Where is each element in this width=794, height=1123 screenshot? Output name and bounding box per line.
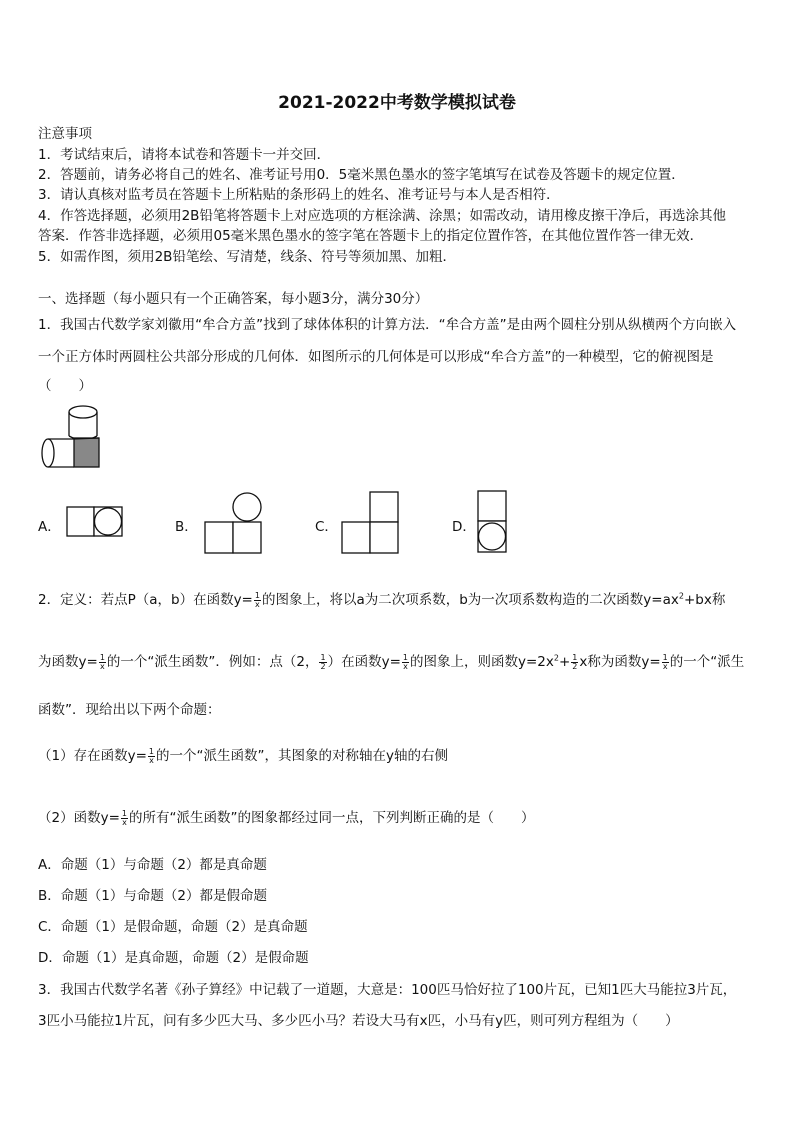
q2-line2: 为函数y= $\frac{1}{x}$ 的一个“派生函数”．例如：点（2， $\frac{1}{2}$ ）在函数y= $\frac{1}{x}$ 的图象上，则函数$y=2x^2+$ $\frac{1}{2}$ x称为函数y= $\frac{1}{x}$ 的一个“派生	[38, 652, 745, 671]
section-heading: 一、选择题（每小题只有一个正确答案，每小题3分，满分30分）	[38, 291, 429, 307]
q2-line3: 函数”．现给出以下两个命题：	[38, 702, 221, 718]
q2-choice-d[interactable]: D．命题（1）是真命题，命题（2）是假命题	[38, 950, 309, 966]
q2-choice-b[interactable]: B．命题（1）与命题（2）都是假命题	[38, 888, 267, 904]
q3-line: 3．我国古代数学名著《孙子算经》中记载了一道题，大意是：100匹马恰好拉了100片瓦，已知1匹大马能拉3片瓦，	[38, 982, 737, 998]
fraction-1-over-2: $\frac{1}{2}$	[572, 652, 578, 671]
fraction-1-over-x: $\frac{1}{x}$	[402, 652, 408, 671]
option-a-figure	[66, 506, 124, 538]
solid-model-figure	[40, 402, 106, 472]
option-d-figure	[477, 490, 509, 554]
q2-choice-a[interactable]: A．命题（1）与命题（2）都是真命题	[38, 857, 267, 873]
notice-item: 2．答题前，请务必将自己的姓名、准考证号用0．5毫米黑色墨水的签字笔填写在试卷及答题卡的规定位置．	[38, 167, 685, 183]
notice-item: 5．如需作图，须用2B铅笔绘、写清楚，线条、符号等须加黑、加粗．	[38, 249, 456, 265]
q1-line: 1．我国古代数学家刘徽用“牟合方盖”找到了球体体积的计算方法．“牟合方盖”是由两个圆柱分别从纵横两个方向嵌入	[38, 317, 737, 333]
option-c-label[interactable]: C．	[315, 519, 338, 535]
fraction-1-over-x: $\frac{1}{x}$	[148, 746, 154, 765]
q1-line: 一个正方体时两圆柱公共部分形成的几何体．如图所示的几何体是可以形成“牟合方盖”的一种模型，它的俯视图是	[38, 349, 714, 365]
fraction-1-over-x: $\frac{1}{x}$	[121, 808, 127, 827]
notice-item: 3．请认真核对监考员在答题卡上所粘贴的条形码上的姓名、准考证号与本人是否相符．	[38, 187, 560, 203]
q2-line1: 2．定义：若点P（a，b）在函数y= $\frac{1}{x}$ 的图象上，将以a为二次项系数，b为一次项系数构造的二次函数$y=ax^2+bx$称	[38, 590, 726, 609]
q1-paren: （ ）	[38, 378, 92, 394]
fraction-1-over-x: $\frac{1}{x}$	[254, 590, 260, 609]
option-b-figure	[204, 491, 264, 555]
fraction-1-over-2: $\frac{1}{2}$	[320, 652, 326, 671]
notice-item: 答案．作答非选择题，必须用05毫米黑色墨水的签字笔在答题卡上的指定位置作答，在其他位置作答一律无效．	[38, 228, 704, 244]
fraction-1-over-x: $\frac{1}{x}$	[99, 652, 105, 671]
option-c-figure	[341, 491, 401, 555]
page-title: 2021-2022中考数学模拟试卷	[278, 93, 516, 113]
q2-proposition-2: （2）函数y= $\frac{1}{x}$ 的所有“派生函数”的图象都经过同一点，下列判断正确的是（ ）	[38, 808, 535, 827]
option-a-label[interactable]: A．	[38, 519, 61, 535]
q2-choice-c[interactable]: C．命题（1）是假命题，命题（2）是真命题	[38, 919, 308, 935]
notice-item: 4．作答选择题，必须用2B铅笔将答题卡上对应选项的方框涂满、涂黑；如需改动，请用橡皮擦干净后，再选涂其他	[38, 208, 726, 224]
option-b-label[interactable]: B．	[175, 519, 198, 535]
q3-line: 3匹小马能拉1片瓦，问有多少匹大马、多少匹小马？若设大马有x匹，小马有y匹，则可列方程组为（ ）	[38, 1013, 679, 1029]
option-d-label[interactable]: D．	[452, 519, 476, 535]
notice-item: 1．考试结束后，请将本试卷和答题卡一并交回．	[38, 147, 331, 163]
q2-proposition-1: （1）存在函数y= $\frac{1}{x}$ 的一个“派生函数”，其图象的对称轴在y轴的右侧	[38, 746, 448, 765]
notice-heading: 注意事项	[38, 126, 92, 142]
fraction-1-over-x: $\frac{1}{x}$	[662, 652, 668, 671]
